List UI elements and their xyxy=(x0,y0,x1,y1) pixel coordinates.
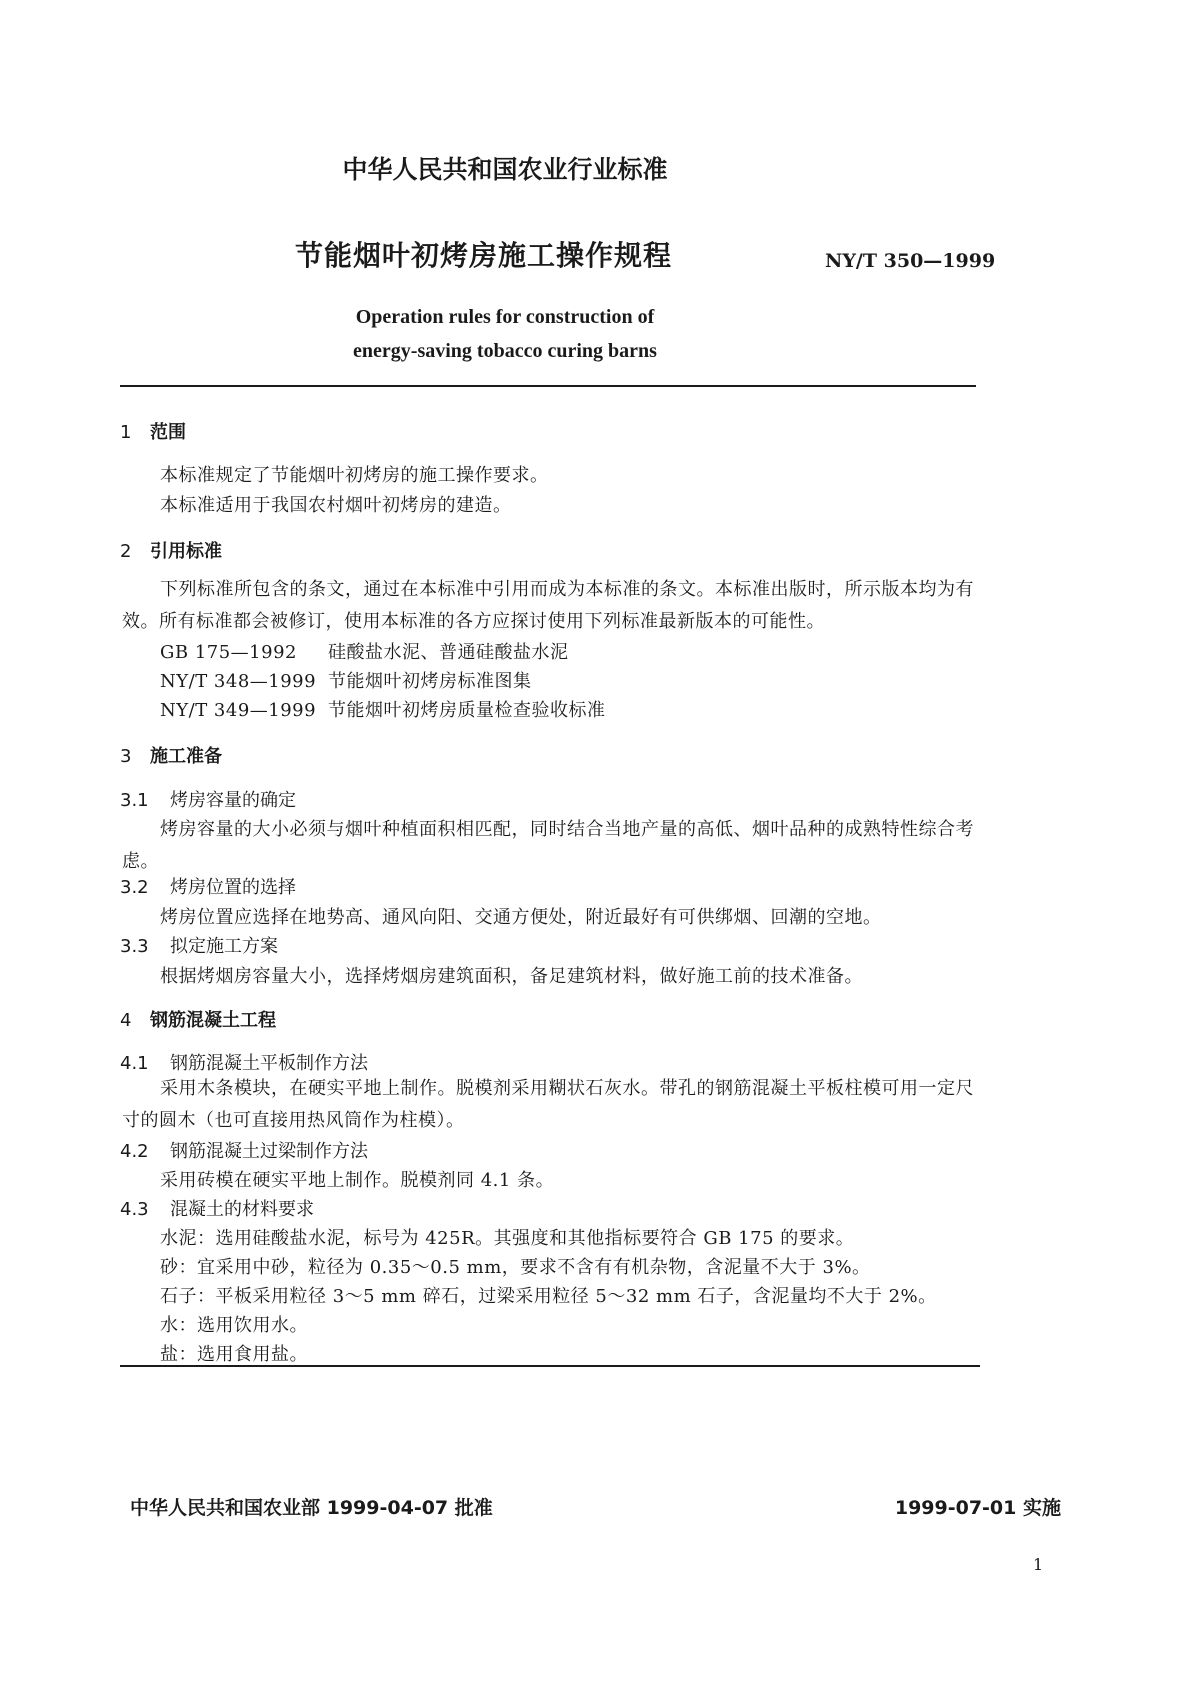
section-number: 1 xyxy=(120,422,132,443)
subsection-3-1-heading xyxy=(120,786,296,812)
reference-code: NY/T 349—1999 xyxy=(160,700,317,721)
section-title: 钢筋混凝土工程 xyxy=(150,1010,276,1031)
subsection-number: 3.1 xyxy=(120,790,149,811)
approval-line: 中华人民共和国农业部 1999-04-07 批准 xyxy=(130,1497,493,1519)
header-divider xyxy=(120,385,976,387)
reference-code: GB 175—1992 xyxy=(160,642,297,663)
subsection-title: 钢筋混凝土过梁制作方法 xyxy=(170,1141,368,1162)
subsection-4-2-heading xyxy=(120,1137,368,1163)
page-number: 1 xyxy=(1033,1555,1044,1574)
subsection-3-2-heading xyxy=(120,873,296,899)
english-title xyxy=(0,300,1010,368)
footer-divider xyxy=(120,1365,980,1367)
subsection-title: 烤房位置的选择 xyxy=(170,877,296,898)
subsection-3-3-text: 根据烤烟房容量大小，选择烤烟房建筑面积，备足建筑材料，做好施工前的技术准备。 xyxy=(160,966,863,987)
reference-name: 硅酸盐水泥、普通硅酸盐水泥 xyxy=(328,642,569,663)
section-number: 4 xyxy=(120,1010,132,1031)
subsection-number: 3.3 xyxy=(120,936,149,957)
subsection-title: 拟定施工方案 xyxy=(170,936,278,957)
subsection-title: 烤房容量的确定 xyxy=(170,790,296,811)
subsection-title: 混凝土的材料要求 xyxy=(170,1199,314,1220)
subsection-4-2-text: 采用砖模在硬实平地上制作。脱模剂同 4.1 条。 xyxy=(160,1170,555,1191)
doc-code: NY/T 350—1999 xyxy=(825,250,996,272)
section-3-heading xyxy=(120,742,222,768)
org-title: 中华人民共和国农业行业标准 xyxy=(342,155,668,184)
subsection-number: 4.2 xyxy=(120,1141,149,1162)
reference-item xyxy=(160,638,569,664)
section-title: 施工准备 xyxy=(150,746,222,767)
subsection-title: 钢筋混凝土平板制作方法 xyxy=(170,1053,368,1074)
section-4-heading xyxy=(120,1006,276,1032)
subsection-number: 4.3 xyxy=(120,1199,149,1220)
subsection-3-2-text: 烤房位置应选择在地势高、通风向阳、交通方便处，附近最好有可供绑烟、回潮的空地。 xyxy=(160,907,882,928)
reference-name: 节能烟叶初烤房质量检查验收标准 xyxy=(328,700,606,721)
section-title: 范围 xyxy=(150,422,186,443)
material-item: 石子：平板采用粒径 3～5 mm 碎石，过梁采用粒径 5～32 mm 石子，含泥量均不大于 2%。 xyxy=(160,1286,937,1307)
english-title-line-1: Operation rules for construction of xyxy=(355,306,655,328)
subsection-number: 3.2 xyxy=(120,877,149,898)
section-number: 2 xyxy=(120,541,132,562)
reference-item xyxy=(160,696,606,722)
section-title: 引用标准 xyxy=(150,541,222,562)
material-item: 水泥：选用硅酸盐水泥，标号为 425R。其强度和其他指标要符合 GB 175 的要求。 xyxy=(160,1228,855,1249)
reference-code: NY/T 348—1999 xyxy=(160,671,317,692)
section-2-heading xyxy=(120,537,222,563)
section-1-para-1: 本标准规定了节能烟叶初烤房的施工操作要求。 xyxy=(160,465,549,486)
material-item: 盐：选用食用盐。 xyxy=(160,1344,308,1365)
section-2-para-1: 下列标准所包含的条文，通过在本标准中引用而成为本标准的条文。本标准出版时，所示版本均为有效。所有标准都会被修订，使用本标准的各方应探讨使用下列标准最新版本的可能性。 xyxy=(122,579,974,632)
section-1-para-2: 本标准适用于我国农村烟叶初烤房的建造。 xyxy=(160,495,512,516)
subsection-4-3-heading xyxy=(120,1195,314,1221)
subsection-3-1-text: 烤房容量的大小必须与烟叶种植面积相匹配，同时结合当地产量的高低、烟叶品种的成熟特性综合考虑。 xyxy=(122,819,974,872)
section-1-heading xyxy=(120,418,186,444)
doc-title: 节能烟叶初烤房施工操作规程 xyxy=(295,239,673,272)
reference-item xyxy=(160,667,532,693)
effective-date: 1999-07-01 实施 xyxy=(894,1497,1061,1519)
subsection-number: 4.1 xyxy=(120,1053,149,1074)
subsection-3-3-heading xyxy=(120,932,278,958)
section-number: 3 xyxy=(120,746,132,767)
subsection-4-1-heading xyxy=(120,1049,368,1075)
english-title-line-2: energy-saving tobacco curing barns xyxy=(353,340,657,362)
reference-name: 节能烟叶初烤房标准图集 xyxy=(328,671,532,692)
subsection-4-1-text: 采用木条模块，在硬实平地上制作。脱模剂采用糊状石灰水。带孔的钢筋混凝土平板柱模可用一定尺寸的圆木（也可直接用热风筒作为柱模）。 xyxy=(122,1078,974,1131)
material-item: 砂：宜采用中砂，粒径为 0.35～0.5 mm，要求不含有有机杂物，含泥量不大于 3%。 xyxy=(160,1257,871,1278)
material-item: 水：选用饮用水。 xyxy=(160,1315,308,1336)
